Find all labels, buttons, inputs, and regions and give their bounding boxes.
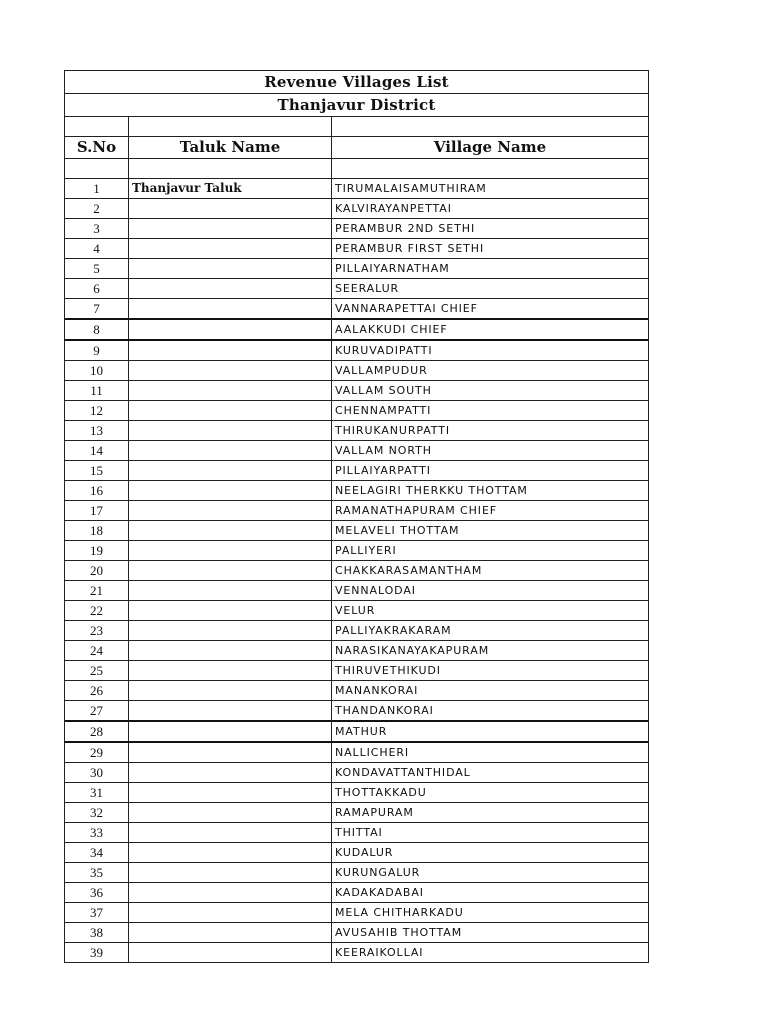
- table-row: [65, 521, 648, 541]
- taluk-cell: [129, 601, 332, 620]
- table-row: [65, 763, 648, 783]
- table-row: [65, 681, 648, 701]
- taluk-cell: [129, 481, 332, 500]
- table-row: [65, 823, 648, 843]
- sno-cell: 17: [65, 501, 129, 520]
- sno-cell: 9: [65, 341, 129, 360]
- sno-cell: 5: [65, 259, 129, 278]
- village-cell: THIRUKANURPATTI: [335, 424, 450, 437]
- table-row: [65, 239, 648, 259]
- village-cell: PALLIYERI: [335, 544, 397, 557]
- sno-cell: 23: [65, 621, 129, 640]
- table-row: [65, 783, 648, 803]
- village-cell: THOTTAKKADU: [335, 786, 427, 799]
- table-row: [65, 661, 648, 681]
- sno-cell: 12: [65, 401, 129, 420]
- sno-cell: 14: [65, 441, 129, 460]
- sno-cell: 27: [65, 701, 129, 720]
- sno-cell: 8: [65, 320, 129, 339]
- taluk-cell: Thanjavur Taluk: [129, 179, 332, 198]
- village-cell: MANANKORAI: [335, 684, 419, 697]
- sno-cell: 2: [65, 199, 129, 218]
- sno-cell: 37: [65, 903, 129, 922]
- spacer-row: [65, 159, 648, 179]
- sno-cell: 35: [65, 863, 129, 882]
- village-cell: KEERAIKOLLAI: [335, 946, 424, 959]
- table-row: [65, 501, 648, 521]
- table-row: [65, 299, 648, 320]
- table-row: [65, 561, 648, 581]
- sno-cell: 11: [65, 381, 129, 400]
- village-cell: MELAVELI THOTTAM: [335, 524, 460, 537]
- village-cell: PALLIYAKRAKARAM: [335, 624, 452, 637]
- sno-cell: 28: [65, 722, 129, 741]
- sno-cell: 20: [65, 561, 129, 580]
- table-row: [65, 943, 648, 963]
- sno-cell: 22: [65, 601, 129, 620]
- village-cell: VALLAMPUDUR: [335, 364, 428, 377]
- table-row: [65, 923, 648, 943]
- sno-cell: 13: [65, 421, 129, 440]
- village-cell: RAMAPURAM: [335, 806, 414, 819]
- village-cell: KONDAVATTANTHIDAL: [335, 766, 471, 779]
- village-cell: KADAKADABAI: [335, 886, 424, 899]
- sno-cell: 38: [65, 923, 129, 942]
- sno-cell: 36: [65, 883, 129, 902]
- sno-cell: 15: [65, 461, 129, 480]
- sno-cell: 25: [65, 661, 129, 680]
- taluk-cell: [129, 923, 332, 942]
- taluk-cell: [129, 341, 332, 360]
- table-row: [65, 320, 648, 341]
- taluk-cell: [129, 843, 332, 862]
- table-row: [65, 401, 648, 421]
- spacer-cell: [129, 159, 332, 178]
- table-row: [65, 461, 648, 481]
- sno-cell: 30: [65, 763, 129, 782]
- taluk-cell: [129, 803, 332, 822]
- sno-cell: 39: [65, 943, 129, 962]
- table-row: [65, 219, 648, 239]
- village-cell: THITTAI: [335, 826, 383, 839]
- sno-cell: 10: [65, 361, 129, 380]
- village-list-table: [64, 70, 649, 963]
- table-row: [65, 601, 648, 621]
- sno-cell: 4: [65, 239, 129, 258]
- sno-cell: 1: [65, 179, 129, 198]
- document-title: Revenue Villages List: [65, 71, 648, 94]
- village-cell: MATHUR: [335, 725, 388, 738]
- spacer-cell: [65, 117, 129, 136]
- taluk-cell: [129, 763, 332, 782]
- taluk-cell: [129, 743, 332, 762]
- table-row: [65, 903, 648, 923]
- column-header-sno: S.No: [65, 137, 129, 158]
- table-row: [65, 179, 648, 199]
- taluk-cell: [129, 299, 332, 318]
- village-cell: NEELAGIRI THERKKU THOTTAM: [335, 484, 528, 497]
- taluk-cell: [129, 681, 332, 700]
- sno-cell: 19: [65, 541, 129, 560]
- village-cell: TIRUMALAISAMUTHIRAM: [335, 182, 487, 195]
- village-cell: PILLAIYARPATTI: [335, 464, 431, 477]
- village-cell: SEERALUR: [335, 282, 400, 295]
- spacer-cell: [332, 117, 648, 136]
- taluk-cell: [129, 219, 332, 238]
- column-header-row: [65, 137, 648, 159]
- taluk-cell: [129, 279, 332, 298]
- taluk-cell: [129, 381, 332, 400]
- taluk-cell: [129, 401, 332, 420]
- table-row: [65, 621, 648, 641]
- taluk-cell: [129, 561, 332, 580]
- taluk-cell: [129, 883, 332, 902]
- taluk-cell: [129, 661, 332, 680]
- sno-cell: 18: [65, 521, 129, 540]
- taluk-cell: [129, 421, 332, 440]
- taluk-cell: [129, 701, 332, 720]
- taluk-cell: [129, 943, 332, 962]
- village-cell: VALLAM NORTH: [335, 444, 432, 457]
- sno-cell: 32: [65, 803, 129, 822]
- village-cell: KURUVADIPATTI: [335, 344, 433, 357]
- document-subtitle: Thanjavur District: [65, 94, 648, 117]
- sno-cell: 16: [65, 481, 129, 500]
- taluk-cell: [129, 320, 332, 339]
- table-row: [65, 481, 648, 501]
- village-cell: NARASIKANAYAKAPURAM: [335, 644, 490, 657]
- village-cell: THANDANKORAI: [335, 704, 434, 717]
- table-row: [65, 259, 648, 279]
- village-cell: AVUSAHIB THOTTAM: [335, 926, 463, 939]
- taluk-cell: [129, 823, 332, 842]
- spacer-row: [65, 117, 648, 137]
- sno-cell: 21: [65, 581, 129, 600]
- table-row: [65, 199, 648, 219]
- table-row: [65, 641, 648, 661]
- taluk-cell: [129, 259, 332, 278]
- taluk-cell: [129, 863, 332, 882]
- table-row: [65, 441, 648, 461]
- village-cell: PERAMBUR 2ND SETHI: [335, 222, 476, 235]
- table-row: [65, 341, 648, 361]
- spacer-cell: [65, 159, 129, 178]
- village-cell: VENNALODAI: [335, 584, 416, 597]
- taluk-cell: [129, 501, 332, 520]
- table-row: [65, 883, 648, 903]
- table-row: [65, 279, 648, 299]
- taluk-cell: [129, 621, 332, 640]
- table-row: [65, 803, 648, 823]
- village-cell: KALVIRAYANPETTAI: [335, 202, 452, 215]
- taluk-cell: [129, 903, 332, 922]
- taluk-cell: [129, 199, 332, 218]
- taluk-cell: [129, 541, 332, 560]
- table-row: [65, 722, 648, 743]
- spacer-cell: [129, 117, 332, 136]
- taluk-cell: [129, 783, 332, 802]
- table-row: [65, 743, 648, 763]
- sno-cell: 7: [65, 299, 129, 318]
- column-header-village: Village Name: [433, 138, 547, 156]
- village-cell: CHAKKARASAMANTHAM: [335, 564, 483, 577]
- village-cell: PILLAIYARNATHAM: [335, 262, 450, 275]
- sno-cell: 29: [65, 743, 129, 762]
- village-cell: PERAMBUR FIRST SETHI: [335, 242, 485, 255]
- taluk-cell: [129, 722, 332, 741]
- taluk-cell: [129, 521, 332, 540]
- taluk-cell: [129, 461, 332, 480]
- sno-cell: 24: [65, 641, 129, 660]
- table-body: [65, 179, 648, 963]
- taluk-cell: [129, 581, 332, 600]
- sno-cell: 34: [65, 843, 129, 862]
- table-row: [65, 421, 648, 441]
- column-header-taluk: Taluk Name: [129, 137, 332, 158]
- taluk-cell: [129, 641, 332, 660]
- table-row: [65, 581, 648, 601]
- table-row: [65, 361, 648, 381]
- table-row: [65, 863, 648, 883]
- spacer-cell: [332, 159, 648, 178]
- table-row: [65, 701, 648, 722]
- village-cell: RAMANATHAPURAM CHIEF: [335, 504, 498, 517]
- sno-cell: 31: [65, 783, 129, 802]
- village-cell: CHENNAMPATTI: [335, 404, 432, 417]
- table-row: [65, 843, 648, 863]
- sno-cell: 26: [65, 681, 129, 700]
- village-cell: VANNARAPETTAI CHIEF: [335, 302, 478, 315]
- village-cell: NALLICHERI: [335, 746, 410, 759]
- table-row: [65, 381, 648, 401]
- table-row: [65, 541, 648, 561]
- village-cell: KUDALUR: [335, 846, 394, 859]
- sno-cell: 6: [65, 279, 129, 298]
- village-cell: KURUNGALUR: [335, 866, 421, 879]
- village-cell: VALLAM SOUTH: [335, 384, 432, 397]
- taluk-cell: [129, 441, 332, 460]
- village-cell: AALAKKUDI CHIEF: [335, 323, 448, 336]
- village-cell: VELUR: [335, 604, 376, 617]
- village-cell: MELA CHITHARKADU: [335, 906, 464, 919]
- village-cell: THIRUVETHIKUDI: [335, 664, 441, 677]
- taluk-cell: [129, 361, 332, 380]
- taluk-cell: [129, 239, 332, 258]
- sno-cell: 3: [65, 219, 129, 238]
- sno-cell: 33: [65, 823, 129, 842]
